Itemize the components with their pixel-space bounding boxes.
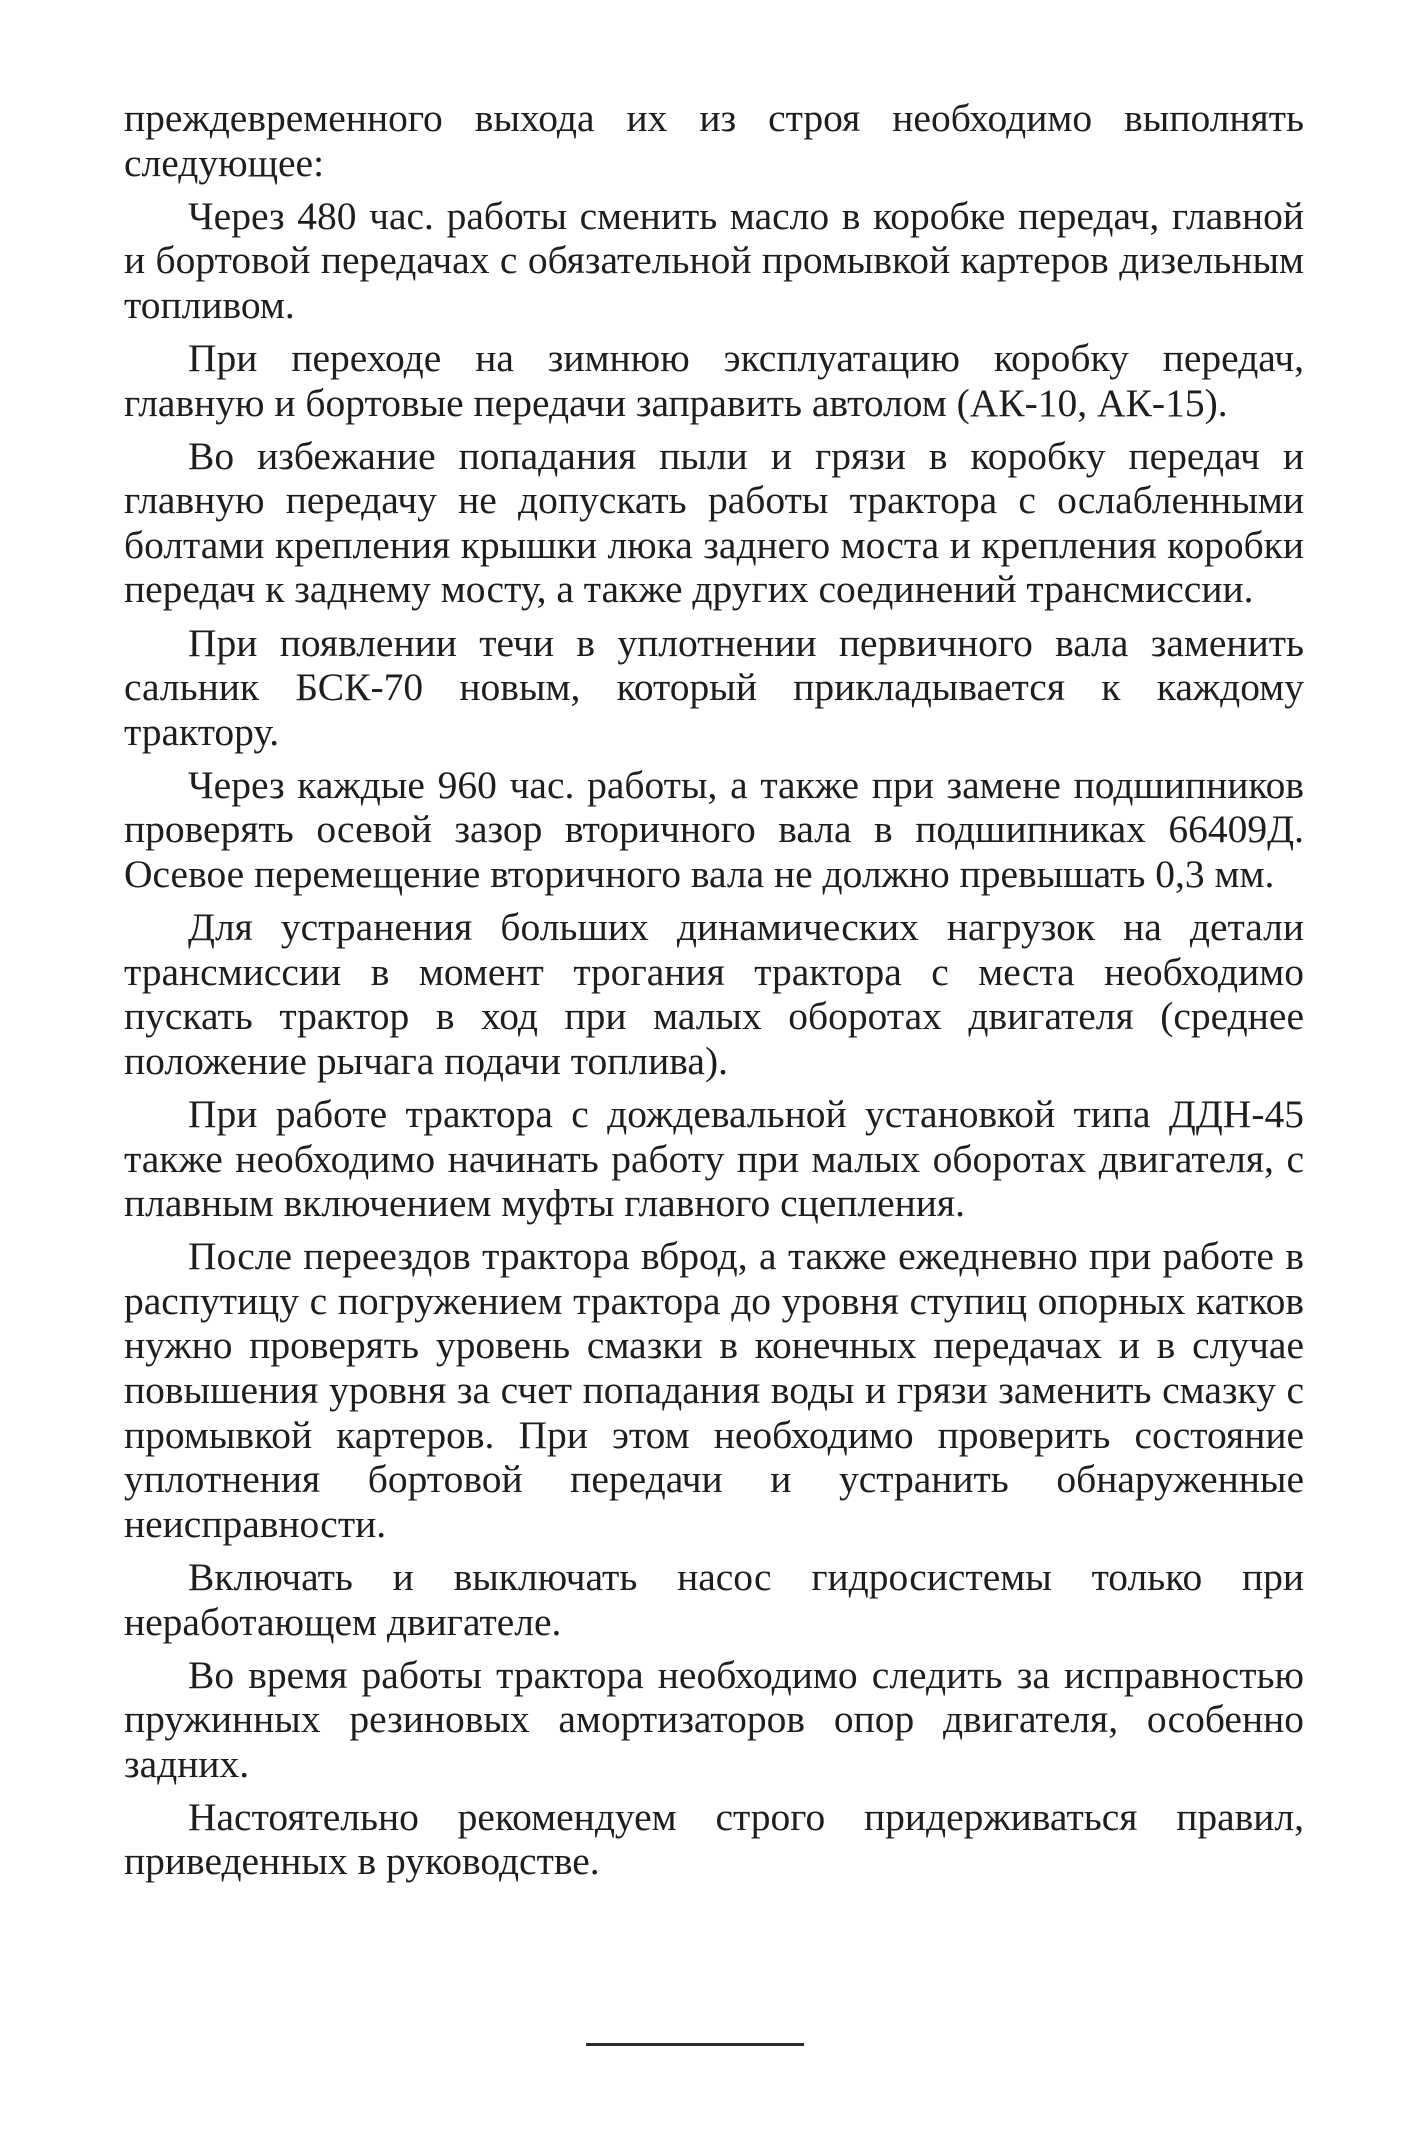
paragraph-oil-change: Через 480 час. работы сменить масло в коробке передач, главной и бортовой передачах с обязательной промывкой картеров дизельным топливом. (124, 193, 1304, 327)
paragraph-axial-clearance: Через каждые 960 час. работы, а также при замене подшипников проверять осевой зазор вторичного вала в подшипниках 66409Д. Осевое перемещение вторичного вала не должно превышать 0,3 мм. (124, 762, 1304, 896)
paragraph-seal-replacement: При появлении течи в уплотнении первичного вала заменить сальник БСК-70 новым, который прикладывается к каждому трактору. (124, 620, 1304, 754)
paragraph-recommendation: Настоятельно рекомендуем строго придерживаться правил, приведенных в руководстве. (124, 1794, 1304, 1884)
section-end-divider (586, 2043, 804, 2046)
paragraph-fording: После переездов трактора вброд, а также ежедневно при работе в распутицу с погружением трактора до уровня ступиц опорных катков нужно проверять уровень смазки в конечных передачах и в случае повышения уровня за счет попадания воды и грязи заменить смазку с промывкой картеров. При этом необходимо проверить состояние уплотнения бортовой передачи и устранить обнаруженные неисправности. (124, 1234, 1304, 1546)
paragraph-engine-mounts: Во время работы трактора необходимо следить за исправностью пружинных резиновых амортизаторов опор двигателя, особенно задних. (124, 1652, 1304, 1786)
document-body (124, 96, 1304, 1893)
paragraph-winter-operation: При переходе на зимнюю эксплуатацию коробку передач, главную и бортовые передачи заправить автолом (АК-10, АК-15). (124, 335, 1304, 425)
paragraph-dynamic-loads: Для устранения больших динамических нагрузок на детали трансмиссии в момент трогания трактора с места необходимо пускать трактор в ход при малых оборотах двигателя (среднее положение рычага подачи топлива). (124, 905, 1304, 1083)
paragraph-continuation: преждевременного выхода их из строя необходимо выполнять следующее: (124, 96, 1304, 185)
paragraph-sprinkler-unit: При работе трактора с дождевальной установкой типа ДДН-45 также необходимо начинать работу при малых оборотах двигателя, с плавным включением муфты главного сцепления. (124, 1091, 1304, 1226)
paragraph-dust-protection: Во избежание попадания пыли и грязи в коробку передач и главную передачу не допускать работы трактора с ослабленными болтами крепления крышки люка заднего моста и крепления коробки передач к заднему мосту, а также других соединений трансмиссии. (124, 433, 1304, 612)
paragraph-hydraulic-pump: Включать и выключать насос гидросистемы только при неработающем двигателе. (124, 1554, 1304, 1644)
